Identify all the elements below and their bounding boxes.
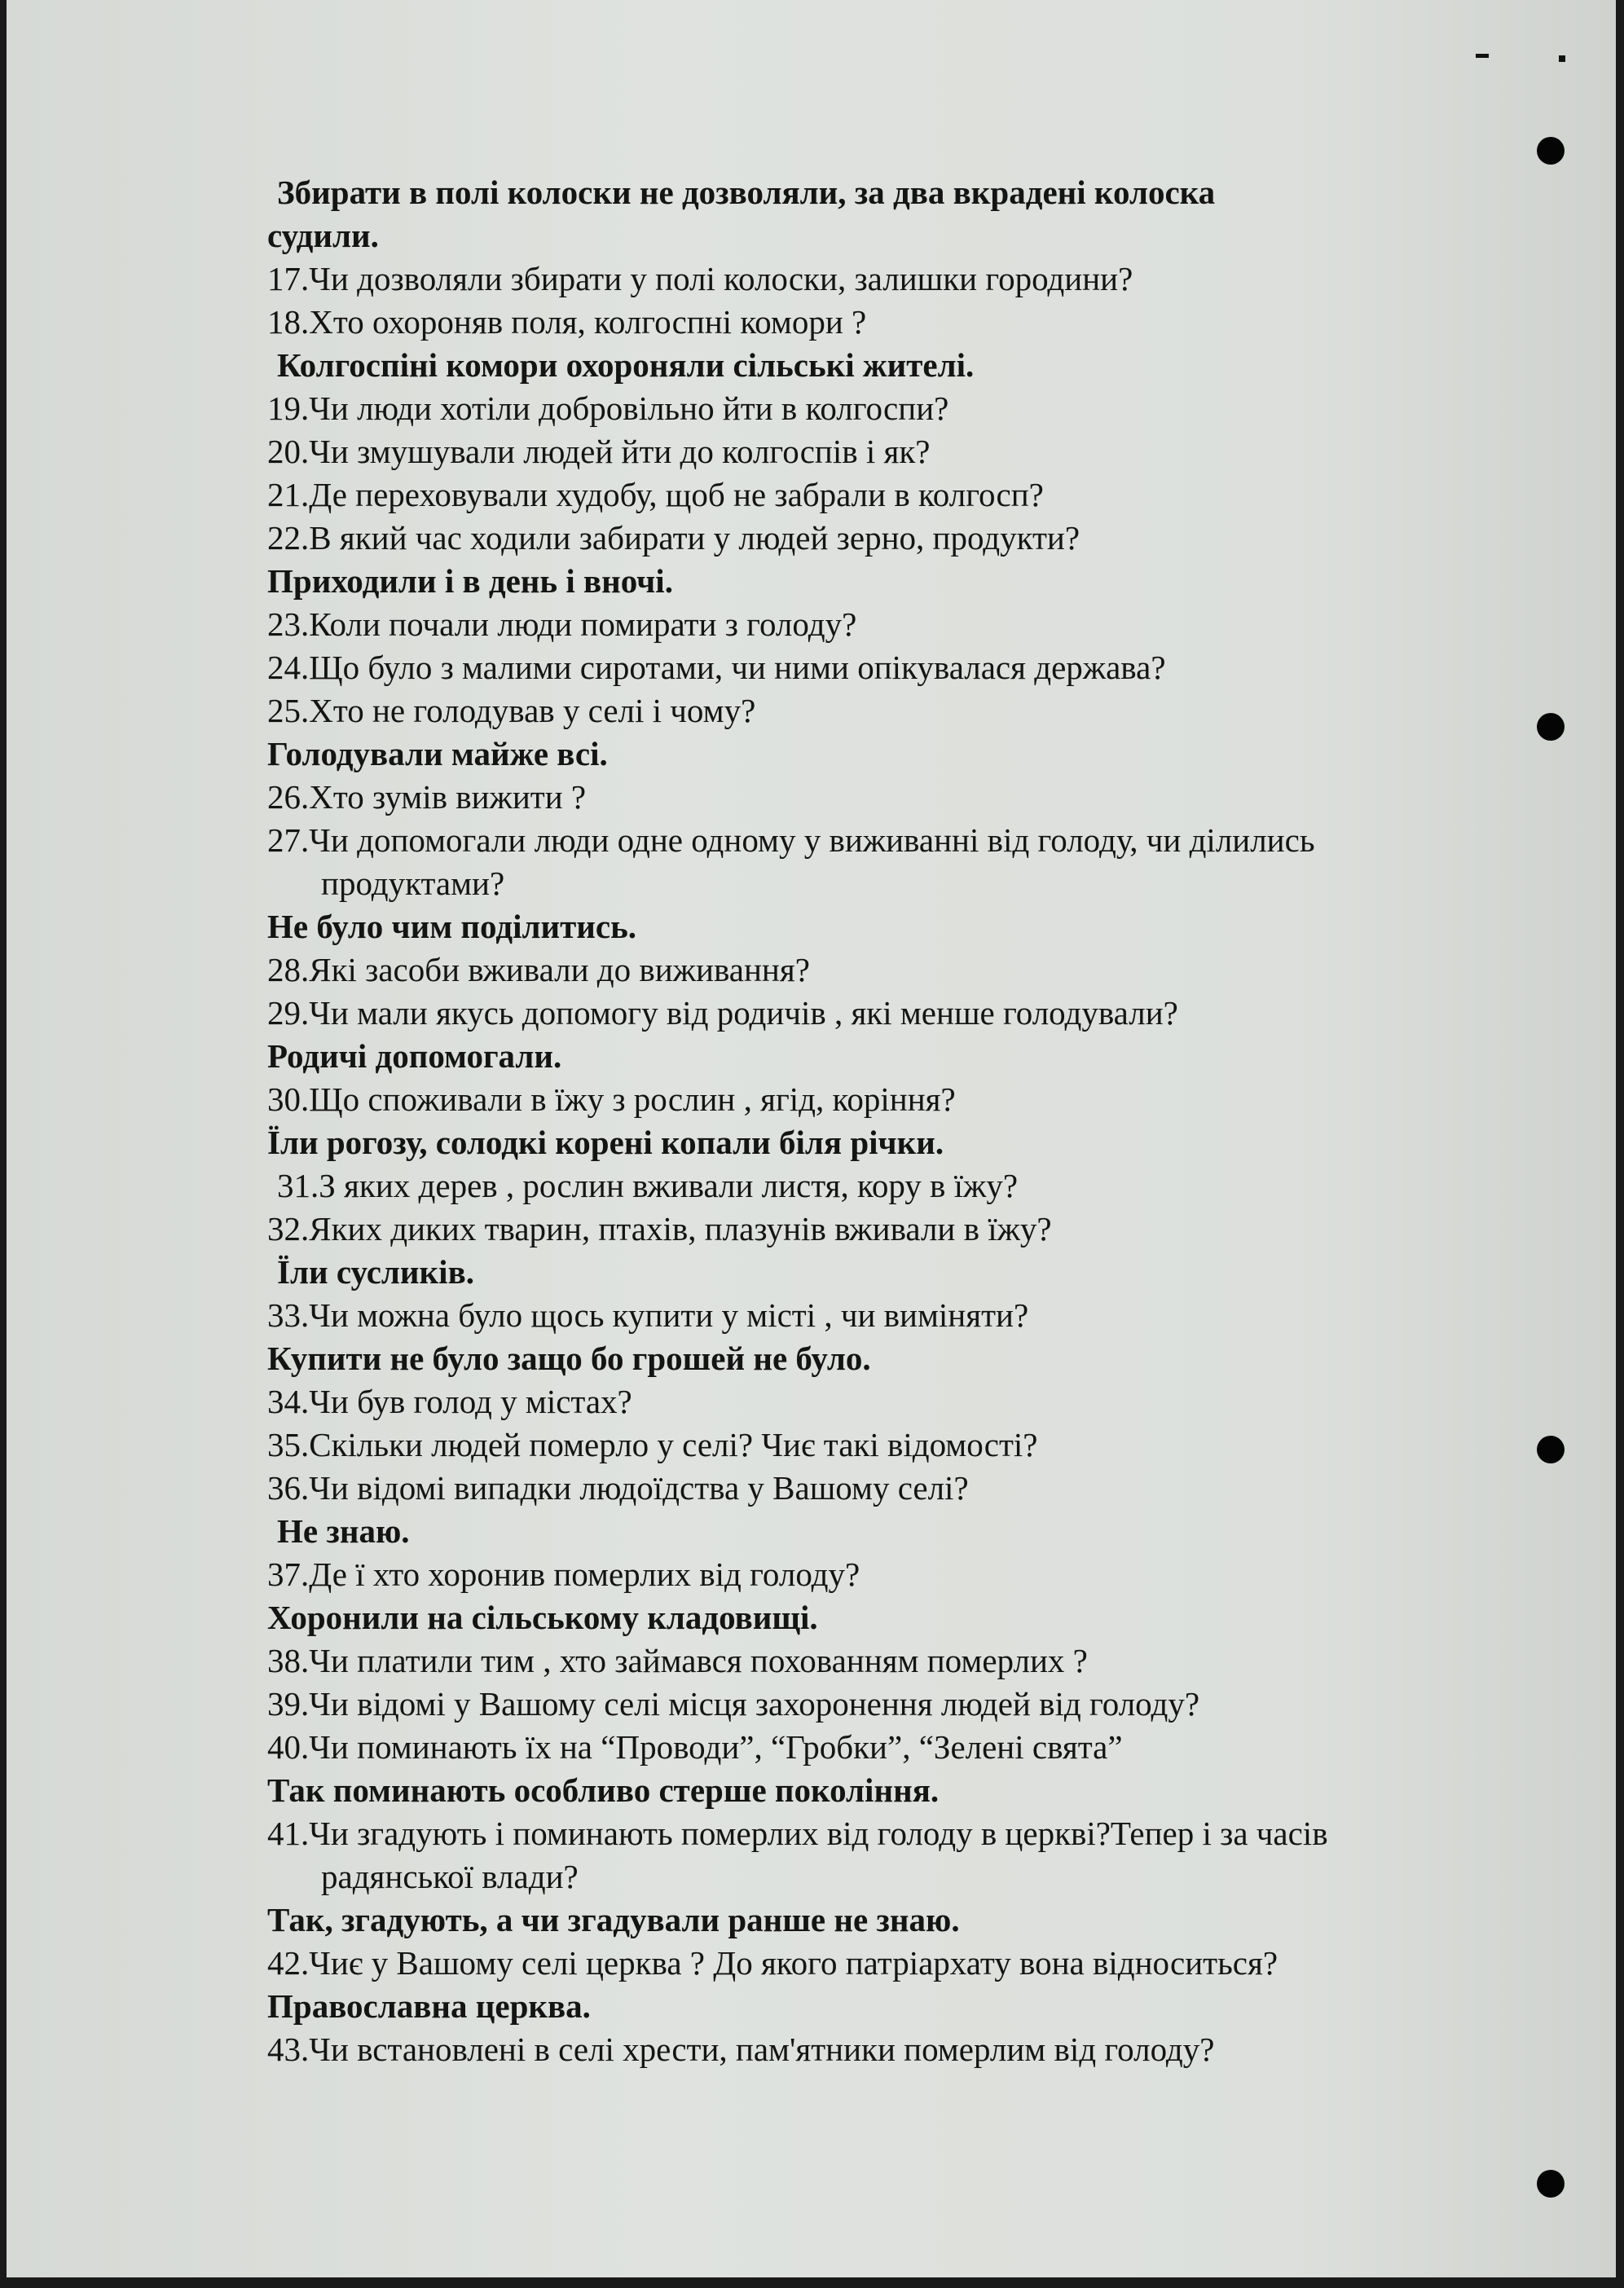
question-line: 19.Чи люди хотіли добровільно йти в колгоспи? [267, 389, 949, 427]
question-line: 38.Чи платили тим , хто займався похованням померлих ? [267, 1642, 1088, 1679]
answer-line: Колгоспіні комори охороняли сільські жителі. [277, 346, 975, 384]
question-line: 43.Чи встановлені в селі хрести, пам'ятники померлим від голоду? [267, 2031, 1215, 2068]
answer-line: Православна церква. [267, 1987, 591, 2025]
answer-line: Так поминають особливо стерше покоління. [267, 1771, 940, 1809]
answer-line: Приходили і в день і вночі. [267, 562, 673, 600]
question-line: 40.Чи поминають їх на “Проводи”, “Гробки”, “Зелені свята” [267, 1728, 1123, 1766]
punch-hole [1537, 137, 1565, 165]
punch-hole [1537, 2170, 1565, 2198]
question-line: 37.Де ї хто хоронив померлих від голоду? [267, 1555, 860, 1593]
answer-line: Купити не було защо бо грошей не було. [267, 1340, 871, 1377]
question-continuation: радянської влади? [321, 1858, 579, 1895]
question-line: 30.Що споживали в їжу з рослин , ягід, коріння? [267, 1080, 956, 1118]
question-line: 32.Яких диких тварин, птахів, плазунів вживали в їжу? [267, 1210, 1052, 1247]
question-line: 35.Скільки людей померло у селі? Чиє такі відомості? [267, 1426, 1038, 1463]
answer-line: Їли сусликів. [277, 1253, 474, 1291]
question-line: 28.Які засоби вживали до виживання? [267, 951, 810, 988]
answer-line: Збирати в полі колоски не дозволяли, за два вкрадені колоска [277, 174, 1216, 211]
question-line: 42.Чиє у Вашому селі церква ? До якого патріархату вона відноситься? [267, 1944, 1279, 1982]
punch-hole [1537, 713, 1565, 741]
question-line: 29.Чи мали якусь допомогу від родичів , які менше голодували? [267, 994, 1178, 1032]
scanned-page [7, 0, 1616, 2277]
question-line: 36.Чи відомі випадки людоїдства у Вашому селі? [267, 1469, 969, 1507]
answer-line: Родичі допомогали. [267, 1037, 562, 1075]
question-continuation: продуктами? [321, 865, 505, 902]
answer-line: Не було чим поділитись. [267, 908, 637, 945]
answer-line: Так, згадують, а чи згадували ранше не знаю. [267, 1901, 960, 1938]
question-line: 17.Чи дозволяли збирати у полі колоски, залишки городини? [267, 260, 1133, 297]
question-line: 21.Де переховували худобу, щоб не забрали в колгосп? [267, 476, 1044, 513]
question-line: 24.Що було з малими сиротами, чи ними опікувалася держава? [267, 649, 1166, 686]
question-line: 31.З яких дерев , рослин вживали листя, кору в їжу? [277, 1167, 1019, 1204]
question-line: 39.Чи відомі у Вашому селі місця захоронення людей від голоду? [267, 1685, 1200, 1723]
questionnaire-text [267, 171, 1538, 2071]
answer-line: судили. [267, 217, 379, 254]
punch-hole [1537, 1436, 1565, 1463]
question-line: 25.Хто не голодував у селі і чому? [267, 692, 756, 729]
question-line: 33.Чи можна було щось купити у місті , чи виміняти? [267, 1296, 1029, 1334]
answer-line: Їли рогозу, солодкі корені копали біля річки. [267, 1124, 944, 1161]
question-line: 23.Коли почали люди помирати з голоду? [267, 605, 857, 643]
answer-line: Хоронили на сільському кладовищі. [267, 1599, 818, 1636]
question-line: 22.В який час ходили забирати у людей зерно, продукти? [267, 519, 1080, 557]
question-line: 27.Чи допомогали люди одне одному у виживанні від голоду, чи ділились [267, 821, 1315, 859]
answer-line: Не знаю. [277, 1512, 410, 1550]
answer-line: Голодували майже всі. [267, 735, 608, 772]
question-line: 20.Чи змушували людей йти до колгоспів і як? [267, 433, 931, 470]
question-line: 26.Хто зумів вижити ? [267, 778, 587, 816]
scan-mark [1559, 55, 1565, 62]
question-line: 18.Хто охороняв поля, колгоспні комори ? [267, 303, 867, 341]
scan-mark [1476, 54, 1489, 58]
question-line: 41.Чи згадують і поминають померлих від голоду в церкві?Тепер і за часів [267, 1815, 1328, 1852]
question-line: 34.Чи був голод у містах? [267, 1383, 632, 1420]
